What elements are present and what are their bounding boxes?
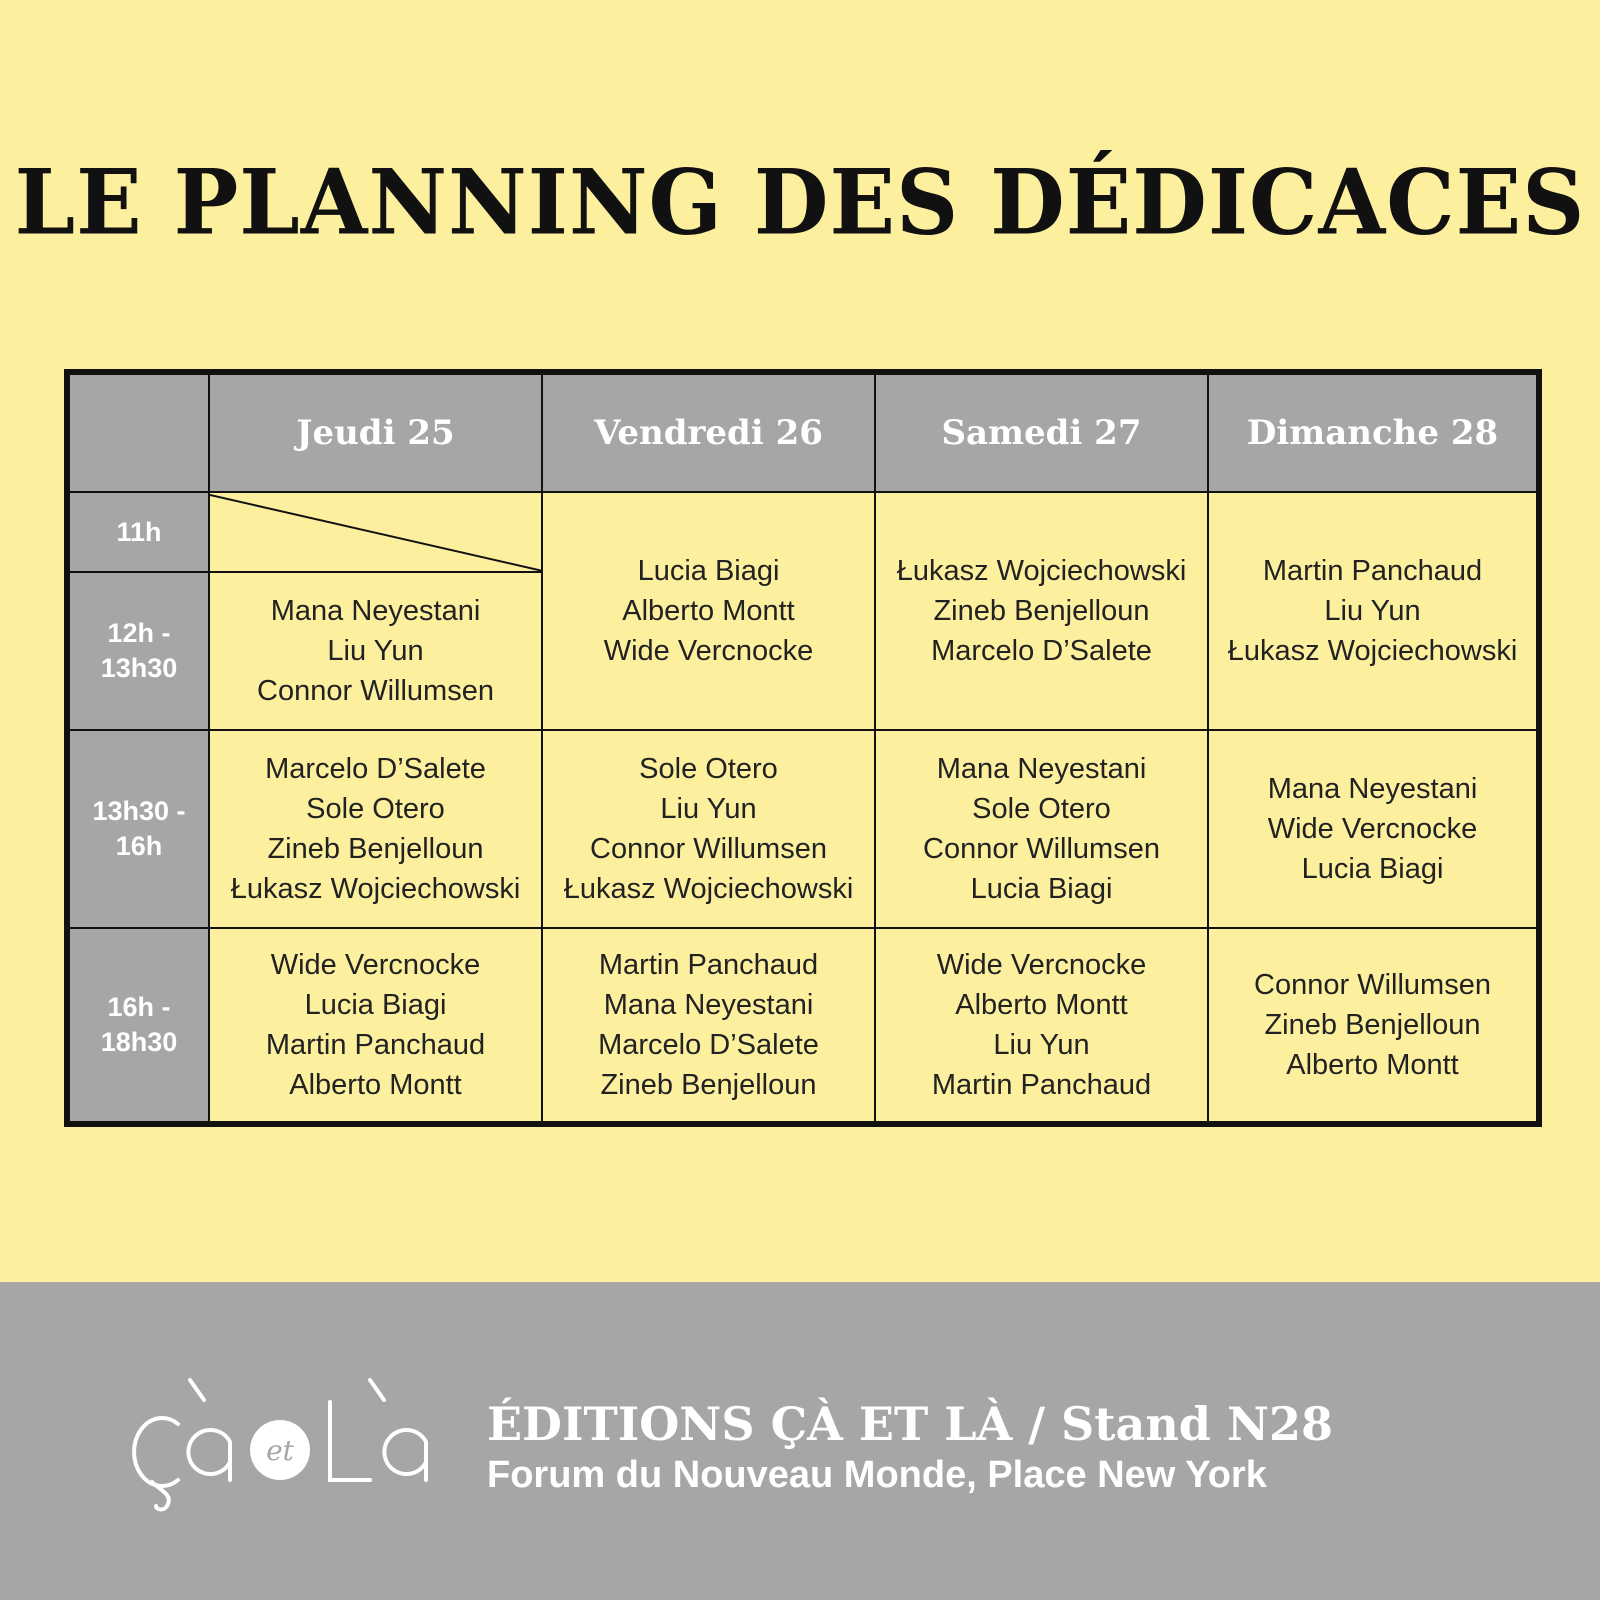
author-name: Martin Panchaud <box>931 1069 1152 1101</box>
time-label-start: 12h - <box>107 618 171 648</box>
slot-vendredi-16h <box>543 929 876 1121</box>
time-label-end: 13h30 <box>100 653 178 683</box>
author-name: Lucia Biagi <box>1301 853 1444 885</box>
author-name: Łukasz Wojciechowski <box>230 873 521 905</box>
slot-jeudi-12h <box>210 573 543 731</box>
author-name: Connor Willumsen <box>257 675 494 707</box>
publisher-logo <box>130 1372 440 1522</box>
time-slot-12h <box>70 573 210 731</box>
author-name: Marcelo D’Salete <box>598 1029 819 1061</box>
slot-dimanche-11h <box>1209 493 1536 731</box>
author-name: Liu Yun <box>1324 595 1421 627</box>
signing-schedule-table <box>64 369 1542 1127</box>
author-name: Connor Willumsen <box>923 833 1160 865</box>
author-name: Marcelo D’Salete <box>265 753 486 785</box>
author-name: Alberto Montt <box>955 989 1128 1021</box>
slot-jeudi-13h30 <box>210 731 543 929</box>
author-name: Martin Panchaud <box>265 1029 486 1061</box>
author-name: Lucia Biagi <box>637 555 780 587</box>
slot-samedi-16h <box>876 929 1209 1121</box>
time-slot-16h <box>70 929 210 1121</box>
author-name: Alberto Montt <box>1286 1049 1459 1081</box>
author-name: Sole Otero <box>306 793 445 825</box>
author-name: Martin Panchaud <box>598 949 819 981</box>
author-name: Mana Neyestani <box>1267 773 1478 805</box>
publisher-stand: ÉDITIONS ÇÀ ET LÀ / Stand N28 <box>487 1397 1334 1451</box>
author-name: Wide Vercnocke <box>603 635 814 667</box>
author-name: Mana Neyestani <box>270 595 481 627</box>
author-name: Wide Vercnocke <box>270 949 481 981</box>
author-name: Sole Otero <box>639 753 778 785</box>
author-name: Sole Otero <box>972 793 1111 825</box>
slot-dimanche-13h30 <box>1209 731 1536 929</box>
day-header-vendredi: Vendredi 26 <box>543 375 876 493</box>
svg-text:et: et <box>266 1434 294 1467</box>
slot-vendredi-11h <box>543 493 876 731</box>
time-label-end: 18h30 <box>100 1027 178 1057</box>
author-name: Alberto Montt <box>289 1069 462 1101</box>
time-label-start: 16h - <box>107 992 171 1022</box>
time-slot-13h30 <box>70 731 210 929</box>
diagonal-strike <box>210 493 543 573</box>
author-name: Lucia Biagi <box>970 873 1113 905</box>
author-name: Wide Vercnocke <box>936 949 1147 981</box>
time-label-end: 16h <box>115 831 163 861</box>
author-name: Zineb Benjelloun <box>267 833 484 865</box>
author-name: Liu Yun <box>327 635 424 667</box>
author-name: Wide Vercnocke <box>1267 813 1478 845</box>
day-header-samedi: Samedi 27 <box>876 375 1209 493</box>
author-name: Liu Yun <box>660 793 757 825</box>
slot-samedi-11h <box>876 493 1209 731</box>
author-name: Liu Yun <box>993 1029 1090 1061</box>
day-header-dimanche: Dimanche 28 <box>1209 375 1536 493</box>
slot-samedi-13h30 <box>876 731 1209 929</box>
author-name: Alberto Montt <box>622 595 795 627</box>
slot-dimanche-16h <box>1209 929 1536 1121</box>
slot-vendredi-13h30 <box>543 731 876 929</box>
author-name: Łukasz Wojciechowski <box>563 873 854 905</box>
author-name: Martin Panchaud <box>1262 555 1483 587</box>
author-name: Connor Willumsen <box>1254 969 1491 1001</box>
empty-slot-jeudi-11h <box>210 493 543 573</box>
author-name: Zineb Benjelloun <box>600 1069 817 1101</box>
time-label-start: 13h30 - <box>92 796 186 826</box>
author-name: Zineb Benjelloun <box>1264 1009 1481 1041</box>
author-name: Connor Willumsen <box>590 833 827 865</box>
time-label: 11h <box>116 516 162 547</box>
author-name: Mana Neyestani <box>603 989 814 1021</box>
author-name: Łukasz Wojciechowski <box>896 555 1187 587</box>
time-slot-11h <box>70 493 210 573</box>
author-name: Lucia Biagi <box>304 989 447 1021</box>
event-location: Forum du Nouveau Monde, Place New York <box>487 1454 1267 1496</box>
page-title: LE PLANNING DES DÉDICACES <box>14 149 1586 256</box>
author-name: Mana Neyestani <box>936 753 1147 785</box>
author-name: Łukasz Wojciechowski <box>1227 635 1518 667</box>
footer-banner <box>0 1282 1600 1600</box>
author-name: Zineb Benjelloun <box>933 595 1150 627</box>
author-name: Marcelo D’Salete <box>931 635 1152 667</box>
corner-cell <box>70 375 210 493</box>
day-header-jeudi: Jeudi 25 <box>210 375 543 493</box>
slot-jeudi-16h <box>210 929 543 1121</box>
